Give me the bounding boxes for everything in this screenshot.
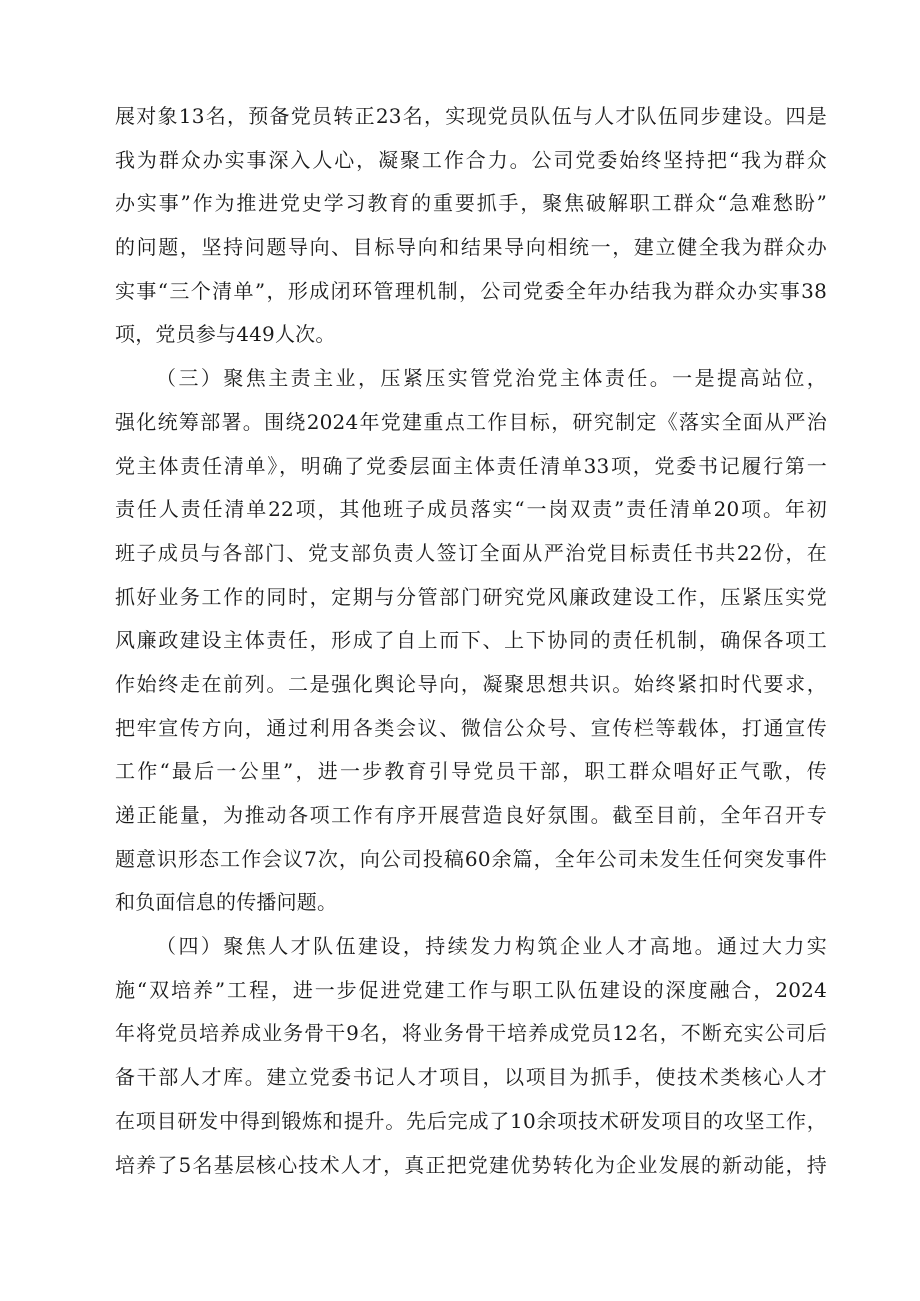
section-heading-line: （三）聚焦主责主业，压紧压实管党治党主体责任。一是提高站位， — [156, 366, 827, 391]
text-line: 和负面信息的传播问题。 — [115, 890, 338, 915]
text-line: 施“双培养”工程，进一步促进党建工作与职工队伍建设的深度融合，2024 — [115, 977, 827, 1002]
text-line: 的问题，坚持问题导向、目标导向和结果导向相统一，建立健全我为群众办 — [115, 235, 827, 260]
text-line: 把牢宣传方向，通过利用各类会议、微信公众号、宣传栏等载体，打通宣传 — [115, 715, 827, 740]
body-text — [115, 95, 827, 1187]
section-heading-line: （四）聚焦人才队伍建设，持续发力构筑企业人才高地。通过大力实 — [156, 934, 827, 959]
text-line: 年将党员培养成业务骨干9名，将业务骨干培养成党员12名，不断充实公司后 — [115, 1021, 827, 1046]
text-line: 备干部人才库。建立党委书记人才项目，以项目为抓手，使技术类核心人才 — [115, 1065, 827, 1090]
text-line: 风廉政建设主体责任，形成了自上而下、上下协同的责任机制，确保各项工 — [115, 628, 827, 653]
text-line: 实事“三个清单”，形成闭环管理机制，公司党委全年办结我为群众办实事38 — [115, 278, 827, 303]
text-line: 强化统筹部署。围绕2024年党建重点工作目标，研究制定《落实全面从严治 — [115, 409, 827, 434]
text-line: 作始终走在前列。二是强化舆论导向，凝聚思想共识。始终紧扣时代要求， — [115, 671, 827, 696]
text-line: 责任人责任清单22项，其他班子成员落实“一岗双责”责任清单20项。年初 — [115, 497, 827, 522]
text-line: 班子成员与各部门、党支部负责人签订全面从严治党目标责任书共22份，在 — [115, 540, 827, 565]
text-line: 工作“最后一公里”，进一步教育引导党员干部，职工群众唱好正气歌，传 — [115, 759, 827, 784]
text-line: 递正能量，为推动各项工作有序开展营造良好氛围。截至目前，全年召开专 — [115, 803, 827, 827]
text-line: 抓好业务工作的同时，定期与分管部门研究党风廉政建设工作，压紧压实党 — [115, 584, 827, 609]
text-line: 党主体责任清单》，明确了党委层面主体责任清单33项，党委书记履行第一 — [115, 453, 827, 478]
text-line: 题意识形态工作会议7次，向公司投稿60余篇，全年公司未发生任何突发事件 — [115, 846, 827, 871]
text-line: 项，党员参与449人次。 — [115, 322, 336, 347]
text-line: 在项目研发中得到锻炼和提升。先后完成了10余项技术研发项目的攻坚工作， — [115, 1108, 827, 1133]
text-line: 办实事”作为推进党史学习教育的重要抓手，聚焦破解职工群众“急难愁盼” — [115, 191, 827, 216]
text-line: 展对象13名，预备党员转正23名，实现党员队伍与人才队伍同步建设。四是 — [115, 104, 827, 128]
text-line: 我为群众办实事深入人心，凝聚工作合力。公司党委始终坚持把“我为群众 — [115, 147, 827, 172]
text-line: 培养了5名基层核心技术人才，真正把党建优势转化为企业发展的新动能，持 — [115, 1152, 827, 1177]
